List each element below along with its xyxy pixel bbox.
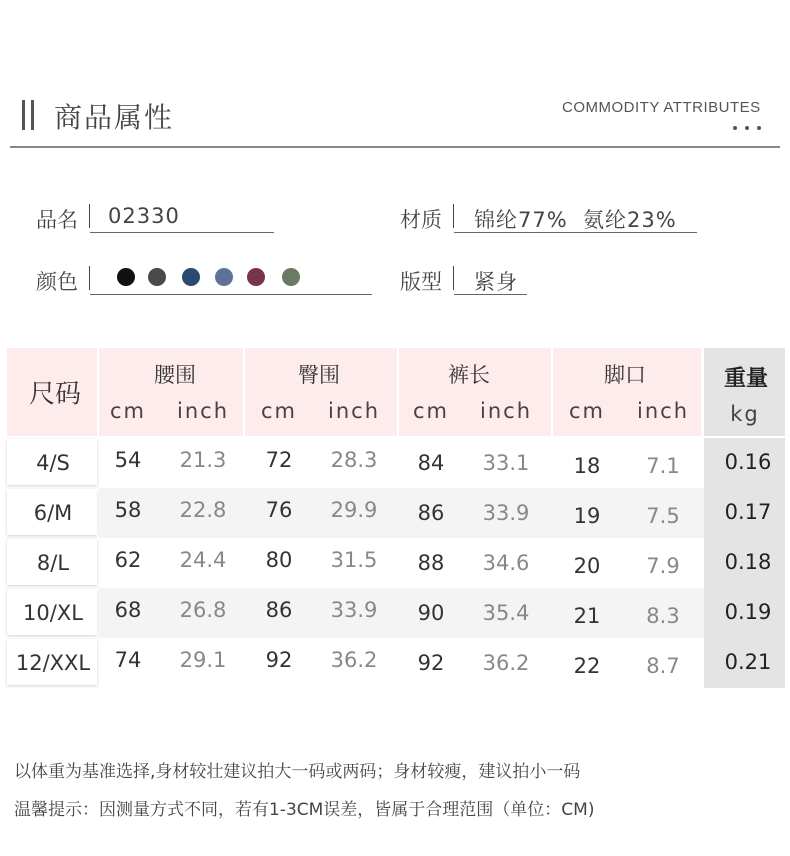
color-underline [90, 294, 372, 295]
material-value: 锦纶77% 氨纶23% [474, 208, 677, 232]
cm-value: 54 [114, 448, 142, 472]
size-value: 6/M [33, 501, 73, 525]
weight-value: 0.21 [724, 650, 772, 674]
color-swatch[interactable] [117, 268, 135, 286]
inch-value: 8.7 [646, 654, 680, 678]
cm-value: 88 [417, 551, 445, 575]
size-table [7, 348, 785, 690]
measure-group-label: 裤长 [448, 363, 490, 387]
inch-value: 7.5 [646, 504, 680, 528]
inch-value: 28.3 [330, 448, 378, 472]
inch-value: 33.1 [482, 451, 530, 475]
inch-value: 36.2 [482, 651, 530, 675]
cm-value: 86 [417, 501, 445, 525]
cm-value: 21 [573, 604, 601, 628]
name-underline [90, 232, 274, 233]
unit-cm-label: cm [412, 399, 450, 423]
measure-group-label: 脚口 [604, 363, 646, 387]
color-swatch[interactable] [182, 268, 200, 286]
inch-value: 26.8 [179, 598, 227, 622]
note-measurement-tip: 温馨提示：因测量方式不同，若有1-3CM误差，皆属于合理范围（单位：CM) [14, 800, 595, 820]
color-separator [89, 266, 90, 290]
inch-value: 21.3 [179, 448, 227, 472]
cm-value: 18 [573, 454, 601, 478]
unit-inch-label: inch [637, 399, 689, 423]
inch-value: 36.2 [330, 648, 378, 672]
color-swatch[interactable] [247, 268, 265, 286]
title-bars-icon [22, 100, 36, 130]
size-value: 4/S [36, 451, 70, 475]
material-underline [454, 232, 697, 233]
color-label: 颜色 [36, 270, 78, 294]
cm-value: 80 [265, 548, 293, 572]
unit-cm-label: cm [260, 399, 298, 423]
material-separator [453, 204, 454, 228]
inch-value: 35.4 [482, 601, 530, 625]
size-column-header: 尺码 [28, 379, 82, 410]
note-size-advice: 以体重为基准选择,身材较壮建议拍大一码或两码；身材较瘦，建议拍小一码 [14, 762, 581, 782]
color-swatch[interactable] [282, 268, 300, 286]
page-subtitle: COMMODITY ATTRIBUTES [562, 99, 761, 116]
page-title: 商品属性 [54, 101, 175, 134]
measure-group-label: 腰围 [154, 363, 196, 387]
cm-value: 84 [417, 451, 445, 475]
cm-value: 72 [265, 448, 293, 472]
inch-value: 8.3 [646, 604, 680, 628]
fit-underline [454, 294, 527, 295]
weight-value: 0.16 [724, 450, 772, 474]
inch-value: 29.1 [179, 648, 227, 672]
fit-value: 紧身 [474, 270, 518, 294]
fit-separator [453, 266, 454, 290]
fit-label: 版型 [400, 270, 442, 294]
weight-value: 0.17 [724, 500, 772, 524]
inch-value: 7.1 [646, 454, 680, 478]
color-swatch[interactable] [215, 268, 233, 286]
size-value: 10/XL [23, 601, 83, 625]
inch-value: 33.9 [482, 501, 530, 525]
size-value: 12/XXL [15, 651, 91, 675]
inch-value: 22.8 [179, 498, 227, 522]
inch-value: 31.5 [330, 548, 378, 572]
inch-value: 29.9 [330, 498, 378, 522]
measure-group-label: 臀围 [298, 363, 340, 387]
cm-value: 92 [265, 648, 293, 672]
color-swatch[interactable] [148, 268, 166, 286]
cm-value: 58 [114, 498, 142, 522]
unit-inch-label: inch [177, 399, 229, 423]
cm-value: 90 [417, 601, 445, 625]
cm-value: 68 [114, 598, 142, 622]
cm-value: 62 [114, 548, 142, 572]
inch-value: 7.9 [646, 554, 680, 578]
cm-value: 92 [417, 651, 445, 675]
cm-value: 22 [573, 654, 601, 678]
inch-value: 34.6 [482, 551, 530, 575]
cm-value: 19 [573, 504, 601, 528]
name-separator [89, 204, 90, 228]
weight-unit-label: kg [730, 402, 760, 426]
weight-value: 0.18 [724, 550, 772, 574]
name-label: 品名 [36, 208, 78, 232]
size-value: 8/L [36, 551, 70, 575]
unit-cm-label: cm [109, 399, 147, 423]
unit-inch-label: inch [480, 399, 532, 423]
inch-value: 24.4 [179, 548, 227, 572]
inch-value: 33.9 [330, 598, 378, 622]
cm-value: 86 [265, 598, 293, 622]
unit-inch-label: inch [328, 399, 380, 423]
name-value: 02330 [108, 204, 180, 228]
cm-value: 74 [114, 648, 142, 672]
header-divider [10, 146, 780, 148]
weight-value: 0.19 [724, 600, 772, 624]
cm-value: 76 [265, 498, 293, 522]
cm-value: 20 [573, 554, 601, 578]
unit-cm-label: cm [568, 399, 606, 423]
weight-column-header: 重量 [723, 366, 769, 392]
material-label: 材质 [400, 208, 442, 232]
